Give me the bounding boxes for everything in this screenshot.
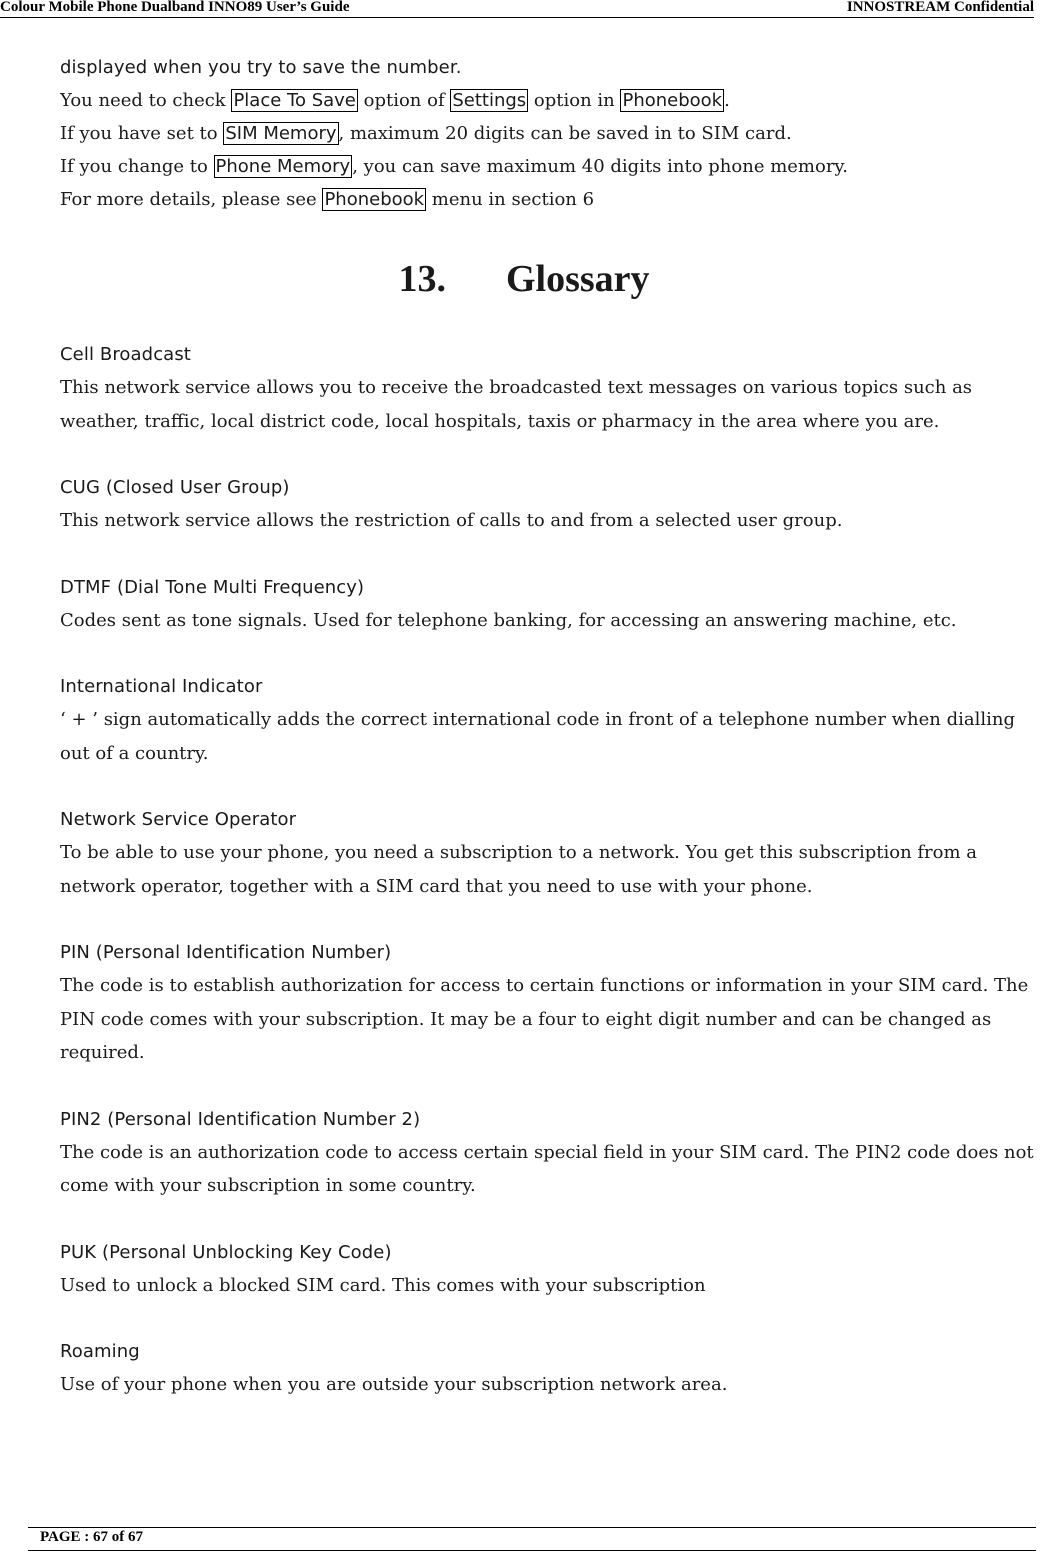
glossary-term: PIN (Personal Identification Number): [60, 942, 392, 963]
intro-line-3: If you have set to SIM Memory , maximum 20 digits can be saved in to SIM card.: [60, 123, 792, 144]
glossary-entry: [60, 936, 1035, 1070]
glossary-term: Roaming: [60, 1341, 140, 1362]
glossary-definition: Use of your phone when you are outside your subscription network area.: [60, 1374, 728, 1395]
glossary-definition: This network service allows the restriction of calls to and from a selected user group.: [60, 510, 843, 531]
glossary-term: International Indicator: [60, 676, 263, 697]
glossary-definition: ‘ + ’ sign automatically adds the correct international code in front of a telephone number when dialling out of a country.: [60, 709, 1016, 764]
glossary-entry: [60, 1236, 1035, 1303]
page-content: [60, 51, 1035, 1402]
glossary-term: PIN2 (Personal Identification Number 2): [60, 1108, 421, 1130]
page-number: PAGE : 67 of 67: [40, 1529, 144, 1545]
menu-ref-settings: Settings: [452, 90, 527, 111]
glossary-entry: [60, 1103, 1035, 1203]
glossary-definition: To be able to use your phone, you need a subscription to a network. You get this subscription from a network operator, together with a SIM card that you need to use with your phone.: [60, 842, 978, 897]
page-header: [0, 0, 1034, 18]
intro-line-5: For more details, please see Phonebook menu in section 6: [60, 189, 595, 210]
section-title: Glossary: [505, 258, 650, 300]
glossary-term: DTMF (Dial Tone Multi Frequency): [60, 576, 365, 598]
glossary-entry: [60, 670, 1035, 770]
menu-ref-place-to-save: Place To Save: [233, 90, 356, 111]
glossary-term: PUK (Personal Unblocking Key Code): [60, 1241, 392, 1263]
glossary-definition: This network service allows you to receive the broadcasted text messages on various topics such as weather, traffic, local district code, local hospitals, taxis or pharmacy in the area where you are.: [60, 377, 973, 432]
glossary-entry: [60, 571, 1035, 638]
section-heading: [0, 238, 1048, 320]
header-confidential-label: INNOSTREAM Confidential: [846, 0, 1034, 15]
menu-ref-phonebook-section: Phonebook: [324, 189, 425, 210]
glossary-definition: The code is an authorization code to access certain special field in your SIM card. The PIN2 code does not come with your subscription in some country.: [60, 1141, 1034, 1196]
menu-ref-sim-memory: SIM Memory: [225, 123, 337, 144]
intro-line-2: You need to check Place To Save option of Settings option in Phonebook .: [60, 90, 730, 111]
glossary-definition: Codes sent as tone signals. Used for telephone banking, for accessing an answering machine, etc.: [60, 609, 957, 631]
glossary-entry: [60, 1335, 1035, 1402]
page-footer: [28, 1527, 1036, 1551]
menu-ref-phone-memory: Phone Memory: [215, 156, 351, 177]
glossary-entry: [60, 338, 1035, 438]
glossary-list: [60, 338, 1035, 1402]
glossary-definition: Used to unlock a blocked SIM card. This comes with your subscription: [60, 1274, 706, 1296]
intro-line-4: If you change to Phone Memory , you can save maximum 40 digits into phone memory.: [60, 156, 848, 177]
section-number: 13.: [398, 258, 446, 300]
menu-ref-phonebook: Phonebook: [622, 90, 723, 111]
header-document-title: Colour Mobile Phone Dualband INNO89 User’s Guide: [0, 0, 350, 15]
glossary-term: CUG (Closed User Group): [60, 477, 290, 498]
glossary-entry: [60, 471, 1035, 538]
intro-line-1: displayed when you try to save the number.: [60, 57, 462, 78]
glossary-term: Cell Broadcast: [60, 344, 191, 365]
glossary-term: Network Service Operator: [60, 809, 297, 830]
glossary-entry: [60, 803, 1035, 903]
glossary-definition: The code is to establish authorization for access to certain functions or information in your SIM card. The PIN code comes with your subscription. It may be a four to eight digit number and can be changed as required.: [60, 975, 1029, 1063]
